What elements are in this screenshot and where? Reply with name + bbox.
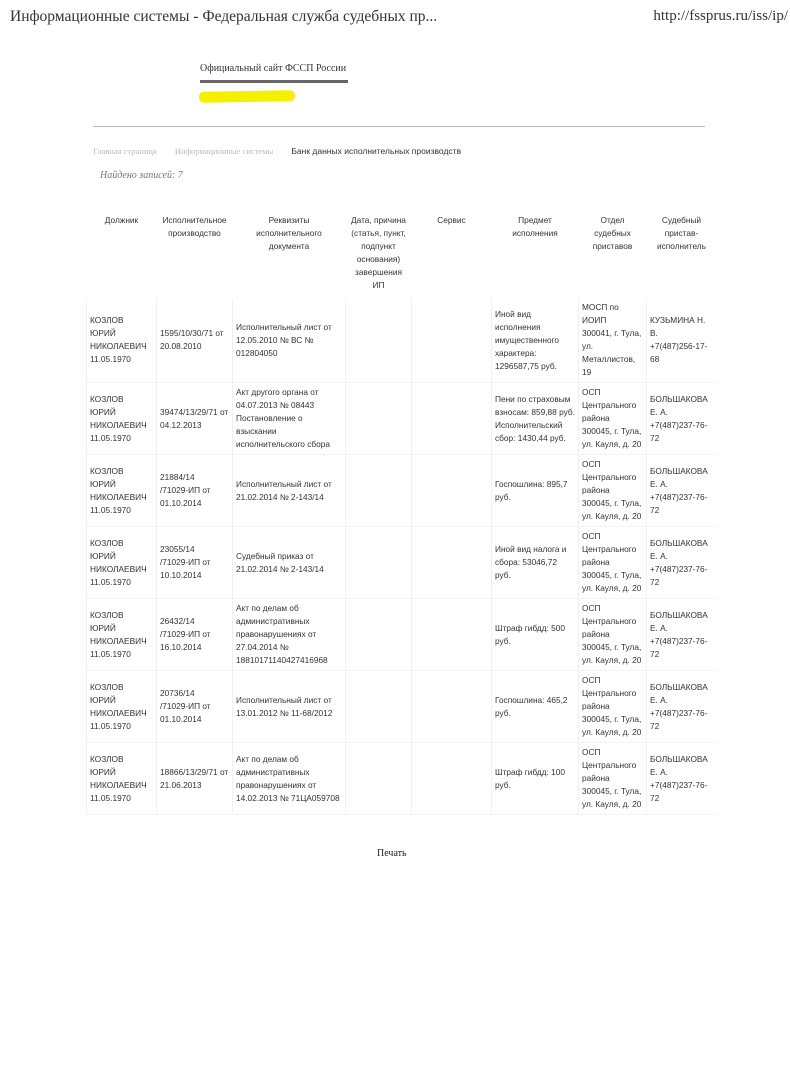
cell-service bbox=[412, 383, 492, 455]
cell-subject: Госпошлина: 895,7 руб. bbox=[492, 455, 579, 527]
cell-bailiff: БОЛЬШАКОВА Е. А. +7(487)237-76-72 bbox=[647, 743, 717, 815]
cell-completion bbox=[346, 743, 412, 815]
column-header-completion: Дата, причина (статья, пункт, подпункт основания) завершения ИП bbox=[351, 215, 406, 290]
cell-completion bbox=[346, 383, 412, 455]
breadcrumb-info-systems[interactable]: Информационные системы bbox=[174, 146, 274, 156]
cell-service bbox=[412, 455, 492, 527]
cell-service bbox=[412, 743, 492, 815]
cell-proceeding: 20736/14 /71029-ИП от 01.10.2014 bbox=[157, 671, 233, 743]
site-logo-bar bbox=[200, 80, 348, 83]
cell-debtor: КОЗЛОВ ЮРИЙ НИКОЛАЕВИЧ 11.05.1970 bbox=[87, 455, 157, 527]
cell-bailiff: БОЛЬШАКОВА Е. А. +7(487)237-76-72 bbox=[647, 599, 717, 671]
cell-department: ОСП Центрального района 300045, г. Тула, ул. Кауля, д. 20 bbox=[579, 455, 647, 527]
cell-bailiff: БОЛЬШАКОВА Е. А. +7(487)237-76-72 bbox=[647, 671, 717, 743]
breadcrumb-home[interactable]: Главная страница bbox=[93, 146, 157, 156]
table-row bbox=[87, 298, 717, 383]
table-row bbox=[87, 599, 717, 671]
cell-proceeding: 39474/13/29/71 от 04.12.2013 bbox=[157, 383, 233, 455]
cell-proceeding: 1595/10/30/71 от 20.08.2010 bbox=[157, 298, 233, 383]
cell-subject: Пени по страховым взносам: 859,88 руб. Исполнительский сбор: 1430,44 руб. bbox=[492, 383, 579, 455]
records-found: Найдено записей: 7 bbox=[100, 170, 183, 181]
cell-completion bbox=[346, 298, 412, 383]
column-header-debtor: Должник bbox=[104, 215, 139, 225]
cell-department: ОСП Центрального района 300045, г. Тула, ул. Кауля, д. 20 bbox=[579, 527, 647, 599]
cell-document: Акт другого органа от 04.07.2013 № 08443 Постановление о взыскании исполнительского сбора bbox=[233, 383, 346, 455]
cell-completion bbox=[346, 455, 412, 527]
table-row bbox=[87, 383, 717, 455]
cell-bailiff: БОЛЬШАКОВА Е. А. +7(487)237-76-72 bbox=[647, 455, 717, 527]
column-header-bailiff: Судебный пристав- исполнитель bbox=[657, 215, 706, 251]
breadcrumb bbox=[93, 146, 477, 156]
table-row bbox=[87, 671, 717, 743]
cell-bailiff: БОЛЬШАКОВА Е. А. +7(487)237-76-72 bbox=[647, 383, 717, 455]
cell-completion bbox=[346, 527, 412, 599]
cell-subject: Иной вид исполнения имущественного характера: 1296587,75 руб. bbox=[492, 298, 579, 383]
cell-department: ОСП Центрального района 300045, г. Тула, ул. Кауля, д. 20 bbox=[579, 671, 647, 743]
cell-proceeding: 26432/14 /71029-ИП от 16.10.2014 bbox=[157, 599, 233, 671]
cell-proceeding: 18866/13/29/71 от 21.06.2013 bbox=[157, 743, 233, 815]
cell-service bbox=[412, 527, 492, 599]
cell-debtor: КОЗЛОВ ЮРИЙ НИКОЛАЕВИЧ 11.05.1970 bbox=[87, 527, 157, 599]
cell-service bbox=[412, 298, 492, 383]
cell-debtor: КОЗЛОВ ЮРИЙ НИКОЛАЕВИЧ 11.05.1970 bbox=[87, 298, 157, 383]
cell-document: Исполнительный лист от 12.05.2010 № ВС № 012804050 bbox=[233, 298, 346, 383]
cell-proceeding: 23055/14 /71029-ИП от 10.10.2014 bbox=[157, 527, 233, 599]
column-header-subject: Предмет исполнения bbox=[512, 215, 558, 238]
table-row bbox=[87, 455, 717, 527]
cell-department: МОСП по ИОИП 300041, г. Тула, ул. Металлистов, 19 bbox=[579, 298, 647, 383]
divider bbox=[93, 126, 705, 127]
cell-subject: Иной вид налога и сбора: 53046,72 руб. bbox=[492, 527, 579, 599]
table-row bbox=[87, 743, 717, 815]
cell-document: Судебный приказ от 21.02.2014 № 2-143/14 bbox=[233, 527, 346, 599]
cell-subject: Штраф гибдд: 100 руб. bbox=[492, 743, 579, 815]
table-row bbox=[87, 527, 717, 599]
cell-service bbox=[412, 671, 492, 743]
cell-department: ОСП Центрального района 300045, г. Тула, ул. Кауля, д. 20 bbox=[579, 599, 647, 671]
column-header-proceeding: Исполнительное производство bbox=[162, 215, 227, 238]
cell-document: Исполнительный лист от 13.01.2012 № 11-68/2012 bbox=[233, 671, 346, 743]
column-header-service: Сервис bbox=[437, 215, 466, 225]
cell-service bbox=[412, 599, 492, 671]
breadcrumb-current: Банк данных исполнительных производств bbox=[291, 146, 462, 156]
cell-completion bbox=[346, 671, 412, 743]
cell-proceeding: 21884/14 /71029-ИП от 01.10.2014 bbox=[157, 455, 233, 527]
column-header-document: Реквизиты исполнительного документа bbox=[256, 215, 322, 251]
cell-document: Исполнительный лист от 21.02.2014 № 2-143/14 bbox=[233, 455, 346, 527]
document-title: Информационные системы - Федеральная служба судебных пр... bbox=[10, 8, 438, 25]
column-header-department: Отдел судебных приставов bbox=[592, 215, 633, 251]
cell-document: Акт по делам об административных правонарушениях от 27.04.2014 № 18810171140427416968 bbox=[233, 599, 346, 671]
cell-debtor: КОЗЛОВ ЮРИЙ НИКОЛАЕВИЧ 11.05.1970 bbox=[87, 743, 157, 815]
cell-completion bbox=[346, 599, 412, 671]
cell-department: ОСП Центрального района 300045, г. Тула, ул. Кауля, д. 20 bbox=[579, 383, 647, 455]
table-header-row bbox=[87, 212, 717, 298]
print-button[interactable]: Печать bbox=[377, 848, 407, 859]
cell-subject: Штраф гибдд: 500 руб. bbox=[492, 599, 579, 671]
results-table bbox=[86, 212, 717, 815]
highlighter-mark bbox=[199, 90, 295, 103]
cell-debtor: КОЗЛОВ ЮРИЙ НИКОЛАЕВИЧ 11.05.1970 bbox=[87, 599, 157, 671]
cell-debtor: КОЗЛОВ ЮРИЙ НИКОЛАЕВИЧ 11.05.1970 bbox=[87, 671, 157, 743]
site-name[interactable]: Официальный сайт ФССП России bbox=[200, 63, 347, 74]
cell-bailiff: КУЗЬМИНА Н. В. +7(487)256-17-68 bbox=[647, 298, 717, 383]
cell-bailiff: БОЛЬШАКОВА Е. А. +7(487)237-76-72 bbox=[647, 527, 717, 599]
page-url: http://fssprus.ru/iss/ip/ bbox=[653, 8, 788, 24]
cell-subject: Госпошлина: 465,2 руб. bbox=[492, 671, 579, 743]
cell-document: Акт по делам об административных правонарушениях от 14.02.2013 № 71ЦА059708 bbox=[233, 743, 346, 815]
cell-department: ОСП Центрального района 300045, г. Тула, ул. Кауля, д. 20 bbox=[579, 743, 647, 815]
cell-debtor: КОЗЛОВ ЮРИЙ НИКОЛАЕВИЧ 11.05.1970 bbox=[87, 383, 157, 455]
